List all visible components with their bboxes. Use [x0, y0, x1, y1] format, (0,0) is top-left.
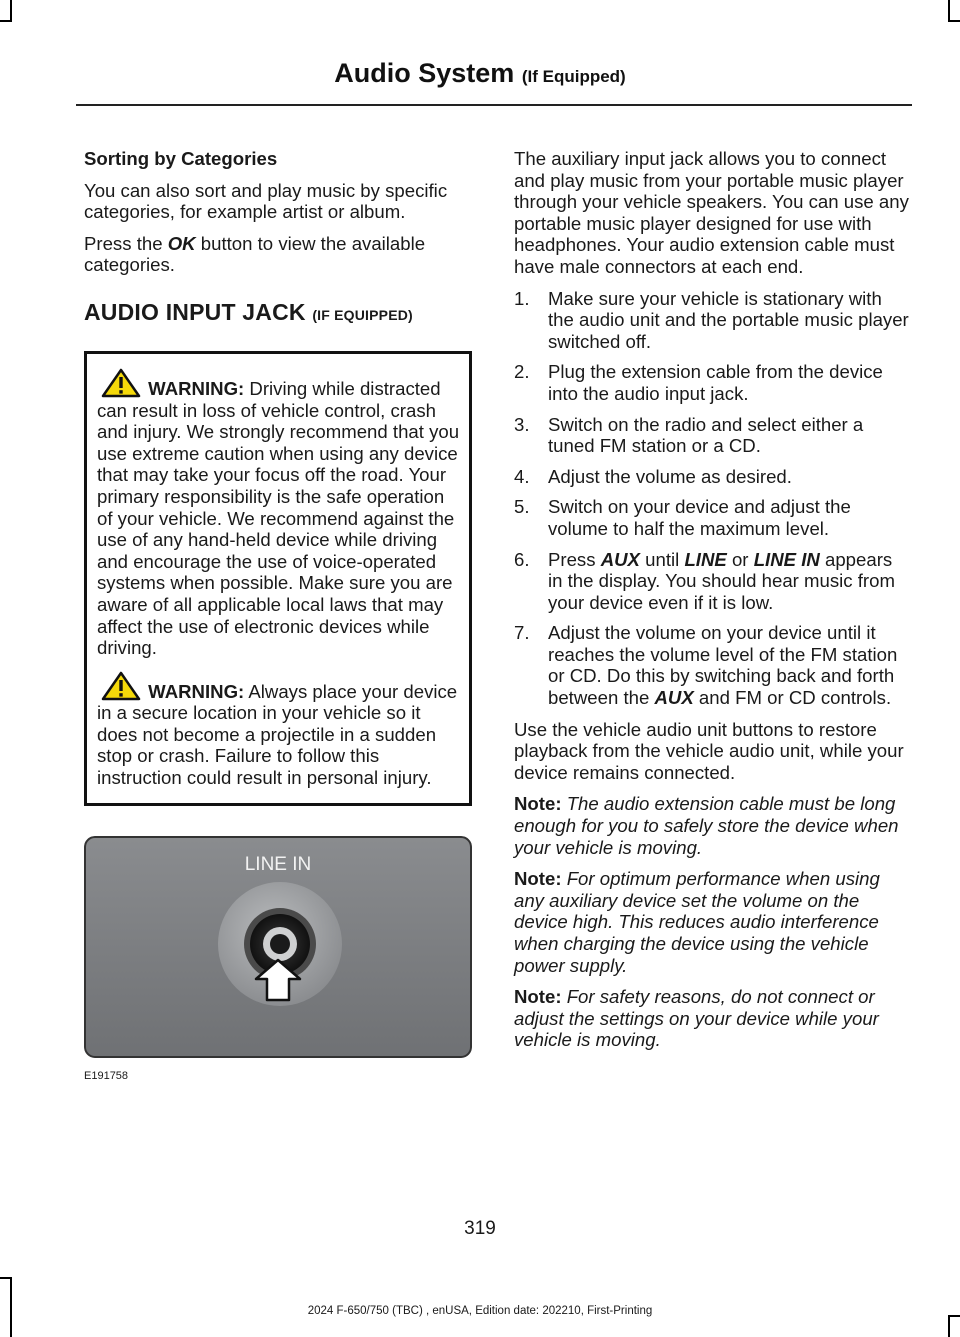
warning-text: Always place your device in a secure location in your vehicle so it does not become a projectile in a sudden stop or crash. Failure to follow this instruction could result in personal injury.	[97, 680, 458, 789]
steps-list	[514, 288, 910, 709]
note-2: Note: For optimum performance when using any auxiliary device set the volume on the device high. This reduces audio interference when charging the device using the vehicle power supply.	[514, 868, 880, 976]
page-number: 319	[464, 1218, 496, 1239]
warning-1	[97, 368, 461, 659]
press-ok-text: Press the OK button to view the available categories.	[84, 232, 426, 276]
crop-mark	[948, 20, 960, 22]
line-key-label: LINE	[684, 548, 727, 570]
list-item: 1. Make sure your vehicle is stationary with the audio unit and the portable music player switched off.	[514, 287, 909, 352]
header-divider	[76, 104, 912, 106]
list-item: 7. Adjust the volume on your device until it reaches the volume level of the FM station or CD. Do this by switching back and forth between the AUX and FM or CD controls.	[514, 622, 898, 709]
list-item: 4. Adjust the volume as desired.	[514, 465, 792, 487]
warning-label: WARNING:	[148, 680, 245, 702]
crop-mark	[948, 1315, 950, 1337]
line-in-jack-illustration	[84, 836, 472, 1058]
note-label: Note:	[514, 986, 562, 1008]
list-item: 3. Switch on the radio and select either a tuned FM station or a CD.	[514, 413, 864, 457]
note-label: Note:	[514, 793, 562, 815]
restore-text: Use the vehicle audio unit buttons to restore playback from the vehicle audio unit, while your device remains connected.	[514, 718, 904, 783]
warning-triangle-icon	[101, 368, 141, 398]
warning-2	[97, 671, 461, 789]
line-in-key-label: LINE IN	[753, 548, 820, 570]
left-column	[84, 148, 472, 1087]
list-item: 2. Plug the extension cable from the device into the audio input jack.	[514, 361, 883, 404]
ok-key-label: OK	[167, 232, 196, 254]
warning-box	[84, 351, 472, 806]
aux-key-label: AUX	[654, 687, 694, 709]
sorting-text: You can also sort and play music by specific categories, for example artist or album.	[84, 179, 448, 223]
chapter-title-suffix: (If Equipped)	[521, 67, 626, 86]
crop-mark	[0, 1277, 12, 1279]
crop-mark	[10, 0, 12, 22]
list-item: 6. Press AUX until LINE or LINE IN appears in the display. You should hear music from your device even if it is low.	[514, 548, 895, 613]
page-footer: 2024 F-650/750 (TBC) , enUSA, Edition date: 202210, First-Printing	[307, 1305, 653, 1317]
section-heading: AUDIO INPUT JACK (IF EQUIPPED)	[84, 298, 413, 325]
warning-triangle-icon	[101, 671, 141, 701]
warning-label: WARNING:	[148, 377, 245, 399]
right-column	[514, 148, 910, 1061]
chapter-title: Audio System	[334, 58, 515, 88]
note-3: Note: For safety reasons, do not connect or adjust the settings on your device while your vehicle is moving.	[514, 986, 879, 1051]
list-item: 5. Switch on your device and adjust the volume to half the maximum level.	[514, 496, 851, 539]
note-label: Note:	[514, 868, 562, 890]
intro-text: The auxiliary input jack allows you to connect and play music from your portable music player through your vehicle speakers. You can use any portable music player designed for use with headphones. Your audio extension cable must have male connectors at each end.	[514, 148, 909, 277]
sorting-heading: Sorting by Categories	[84, 148, 278, 169]
crop-mark	[0, 20, 12, 22]
figure-caption: E191758	[84, 1069, 129, 1082]
crop-mark	[948, 0, 950, 22]
aux-key-label: AUX	[600, 548, 640, 570]
warning-text: Driving while distracted can result in loss of vehicle control, crash and injury. We strongly recommend that you use extreme caution when using any device that may take your focus off the road. Your primary responsibility is the safe operation of your vehicle. We recommend against the use of any hand-held device while driving and encourage the use of voice-operated systems when possible. Make sure you are aware of all applicable local laws that may affect the use of electronic devices while driving.	[97, 377, 460, 659]
line-in-label: LINE IN	[244, 853, 312, 875]
page-title	[0, 58, 960, 89]
note-1: Note: The audio extension cable must be long enough for you to safely store the device when your vehicle is moving.	[514, 793, 899, 858]
